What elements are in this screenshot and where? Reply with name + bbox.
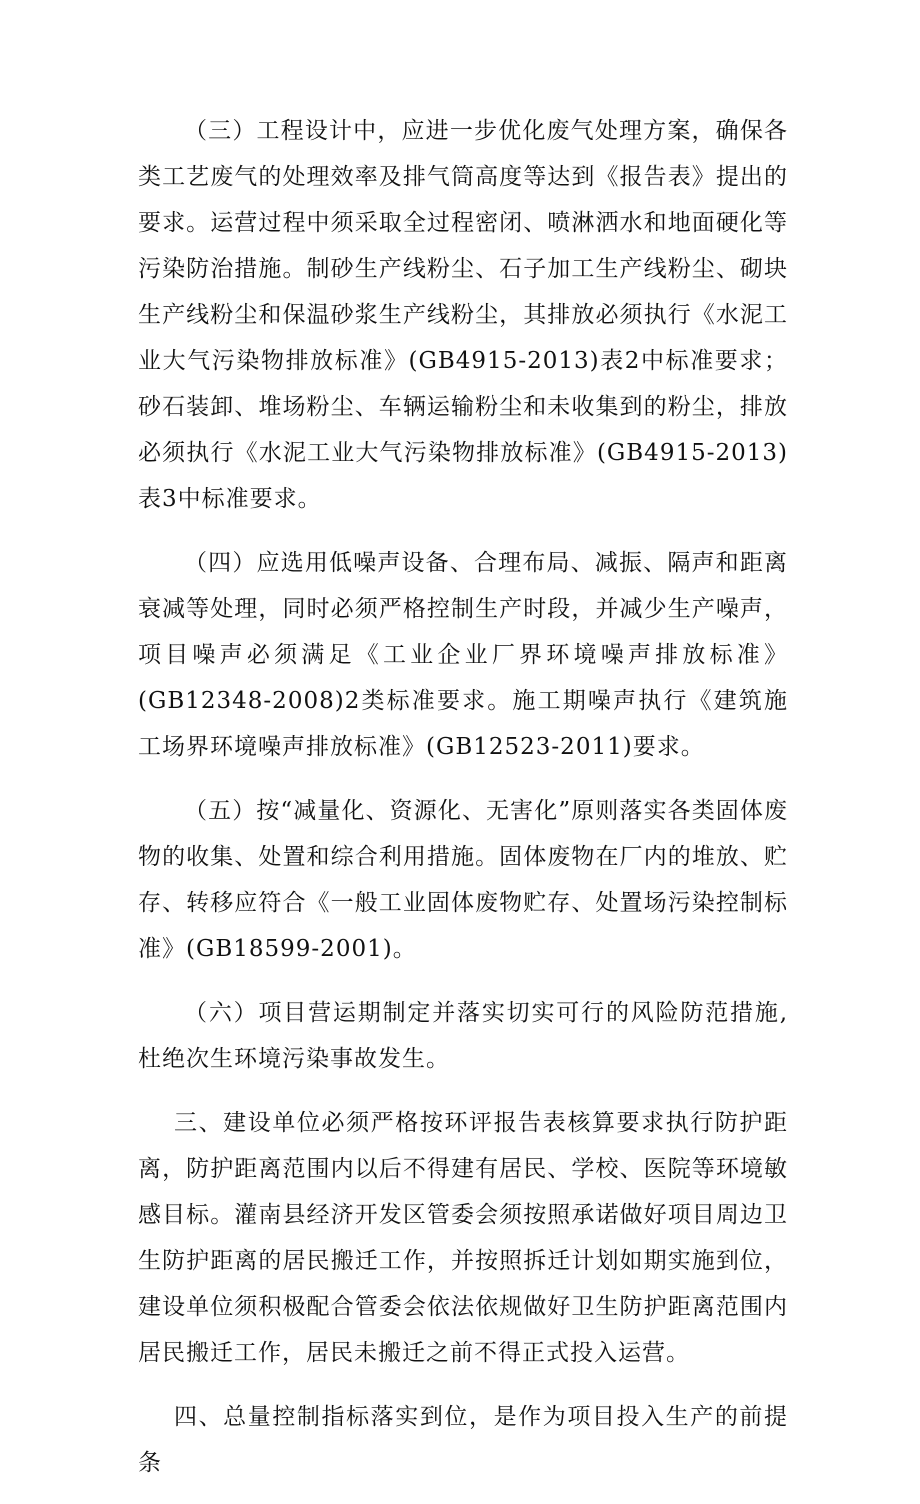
paragraph-item-4: （四）应选用低噪声设备、合理布局、减振、隔声和距离衰减等处理，同时必须严格控制生产时段，并减少生产噪声，项目噪声必须满足《工业企业厂界环境噪声排放标准》(GB12348-2008)2类标准要求。施工期噪声执行《建筑施工场界环境噪声排放标准》(GB12523-2011)要求。 — [138, 550, 788, 760]
paragraph-section-3: 三、建设单位必须严格按环评报告表核算要求执行防护距离，防护距离范围内以后不得建有居民、学校、医院等环境敏感目标。灌南县经济开发区管委会须按照承诺做好项目周边卫生防护距离的居民搬迁工作，并按照拆迁计划如期实施到位，建设单位须积极配合管委会依法依规做好卫生防护距离范围内居民搬迁工作，居民未搬迁之前不得正式投入运营。 — [138, 1110, 788, 1366]
paragraph-item-6: （六）项目营运期制定并落实切实可行的风险防范措施,杜绝次生环境污染事故发生。 — [138, 1000, 788, 1072]
paragraph-item-5: （五）按“减量化、资源化、无害化”原则落实各类固体废物的收集、处置和综合利用措施。固体废物在厂内的堆放、贮存、转移应符合《一般工业固体废物贮存、处置场污染控制标准》(GB18599-2001)。 — [138, 798, 788, 962]
paragraph-section-4: 四、总量控制指标落实到位，是作为项目投入生产的前提条 — [138, 1404, 788, 1476]
paragraph-item-3: （三）工程设计中，应进一步优化废气处理方案，确保各类工艺废气的处理效率及排气筒高度等达到《报告表》提出的要求。运营过程中须采取全过程密闭、喷淋洒水和地面硬化等污染防治措施。制砂生产线粉尘、石子加工生产线粉尘、砌块生产线粉尘和保温砂浆生产线粉尘，其排放必须执行《水泥工业大气污染物排放标准》(GB4915-2013)表2中标准要求；砂石装卸、堆场粉尘、车辆运输粉尘和未收集到的粉尘，排放必须执行《水泥工业大气污染物排放标准》(GB4915-2013)表3中标准要求。 — [138, 118, 788, 512]
document-body — [138, 108, 788, 1504]
